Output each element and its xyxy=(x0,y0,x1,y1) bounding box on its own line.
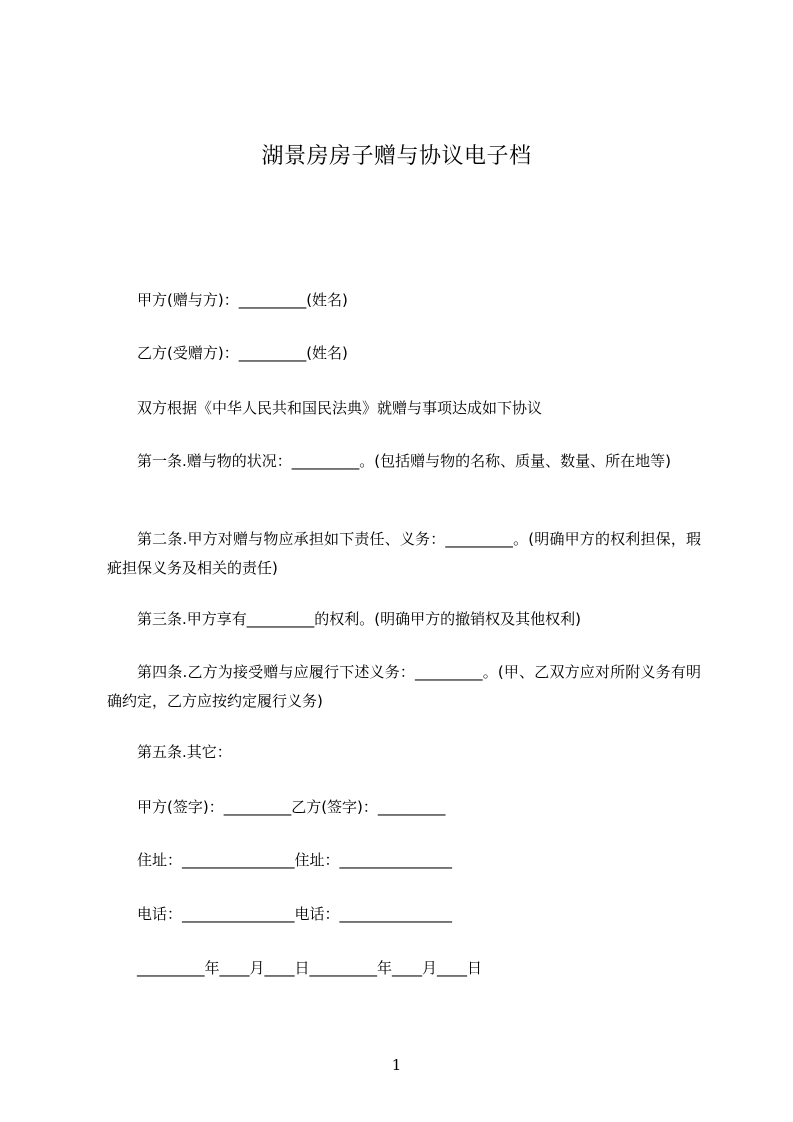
article-4: 第四条.乙方为接受赠与应履行下述义务：_________。(甲、乙双方应对所附义务有明确约定，乙方应按约定履行义务) xyxy=(107,663,701,710)
phone-line: 电话：_______________电话：_______________ xyxy=(137,905,453,923)
address-line: 住址：_______________住址：_______________ xyxy=(137,851,453,869)
agreement-preamble: 双方根据《中华人民共和国民法典》就赠与事项达成如下协议 xyxy=(137,399,543,417)
page-number: 1 xyxy=(391,1056,402,1074)
party-a-line: 甲方(赠与方)：_________(姓名) xyxy=(137,291,348,309)
document-title: 湖景房房子赠与协议电子档 xyxy=(261,144,532,169)
article-3: 第三条.甲方享有_________的权利。(明确甲方的撤销权及其他权利) xyxy=(137,610,581,628)
date-line: _________年____月____日_________年____月____日 xyxy=(137,959,483,977)
article-2: 第二条.甲方对赠与物应承担如下责任、义务：_________。(明确甲方的权利担保，瑕疵担保义务及相关的责任) xyxy=(107,530,701,577)
article-5: 第五条.其它： xyxy=(137,743,232,761)
signature-line: 甲方(签字)：_________乙方(签字)：_________ xyxy=(137,798,446,816)
article-1: 第一条.赠与物的状况：_________。(包括赠与物的名称、质量、数量、所在地等) xyxy=(137,452,671,470)
party-b-line: 乙方(受赠方)：_________(姓名) xyxy=(137,344,348,362)
